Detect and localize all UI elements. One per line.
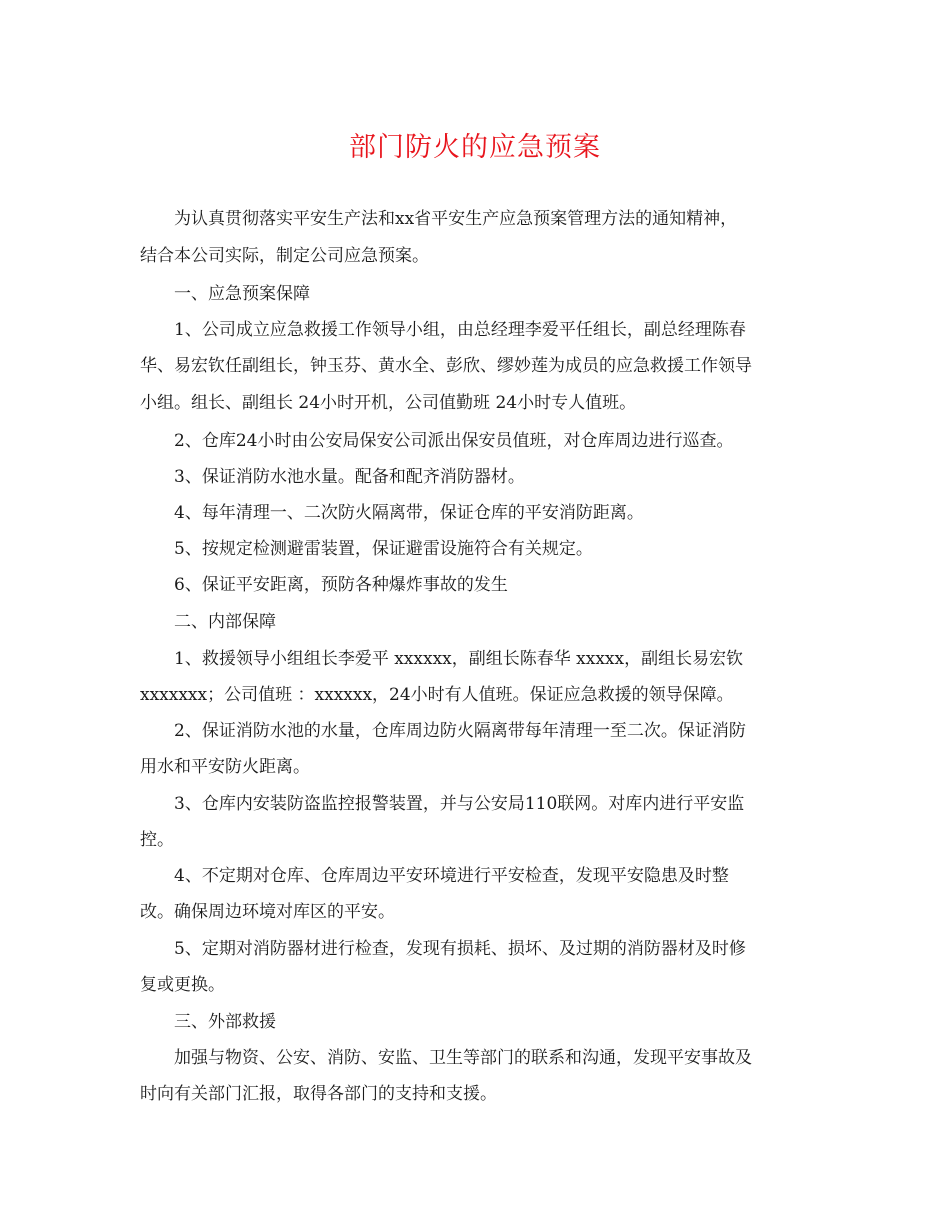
paragraph-line: 5、定期对消防器材进行检查，发现有损耗、损坏、及过期的消防器材及时修	[174, 939, 746, 959]
paragraph-line: 改。确保周边环境对库区的平安。	[140, 902, 395, 922]
paragraph-line: 4、每年清理一、二次防火隔离带，保证仓库的平安消防距离。	[174, 503, 644, 523]
paragraph-line: 2、仓库24小时由公安局保安公司派出保安员值班，对仓库周边进行巡查。	[174, 431, 734, 451]
paragraph-line: 1、救援领导小组组长李爱平 xxxxxx，副组长陈春华 xxxxx，副组长易宏钦	[174, 649, 744, 669]
paragraph-line: 加强与物资、公安、消防、安监、卫生等部门的联系和沟通，发现平安事故及	[174, 1048, 752, 1068]
paragraph-line: 4、不定期对仓库、仓库周边平安环境进行平安检查，发现平安隐患及时整	[174, 866, 729, 886]
paragraph-line: 时向有关部门汇报，取得各部门的支持和支援。	[140, 1084, 497, 1104]
document-title: 部门防火的应急预案	[349, 132, 601, 163]
paragraph-line: 用水和平安防火距离。	[140, 757, 310, 777]
section-heading: 一、应急预案保障	[174, 284, 310, 304]
paragraph-line: 3、仓库内安装防盗监控报警装置，并与公安局110联网。对库内进行平安监	[174, 794, 745, 814]
paragraph-line: 华、易宏钦任副组长，钟玉芬、黄水全、彭欣、缪妙莲为成员的应急救援工作领导	[140, 356, 752, 376]
section-heading: 三、外部救援	[174, 1012, 276, 1032]
paragraph-line: 控。	[140, 830, 174, 850]
paragraph-line: xxxxxxx；公司值班 ：xxxxxx，24小时有人值班。保证应急救援的领导保障。	[140, 685, 734, 705]
paragraph-line: 小组。组长、副组长 24小时开机，公司值勤班 24小时专人值班。	[140, 393, 637, 413]
paragraph-line: 2、保证消防水池的水量，仓库周边防火隔离带每年清理一至二次。保证消防	[174, 721, 746, 741]
paragraph-line: 为认真贯彻落实平安生产法和xx省平安生产应急预案管理方法的通知精神，	[174, 209, 738, 229]
paragraph-line: 结合本公司实际，制定公司应急预案。	[140, 246, 429, 266]
paragraph-line: 6、保证平安距离，预防各种爆炸事故的发生	[174, 575, 508, 595]
paragraph-line: 3、保证消防水池水量。配备和配齐消防器材。	[174, 467, 525, 487]
section-heading: 二、内部保障	[174, 612, 276, 632]
paragraph-line: 复或更换。	[140, 975, 225, 995]
paragraph-line: 1、公司成立应急救援工作领导小组，由总经理李爱平任组长，副总经理陈春	[174, 320, 746, 340]
paragraph-line: 5、按规定检测避雷装置，保证避雷设施符合有关规定。	[174, 539, 593, 559]
